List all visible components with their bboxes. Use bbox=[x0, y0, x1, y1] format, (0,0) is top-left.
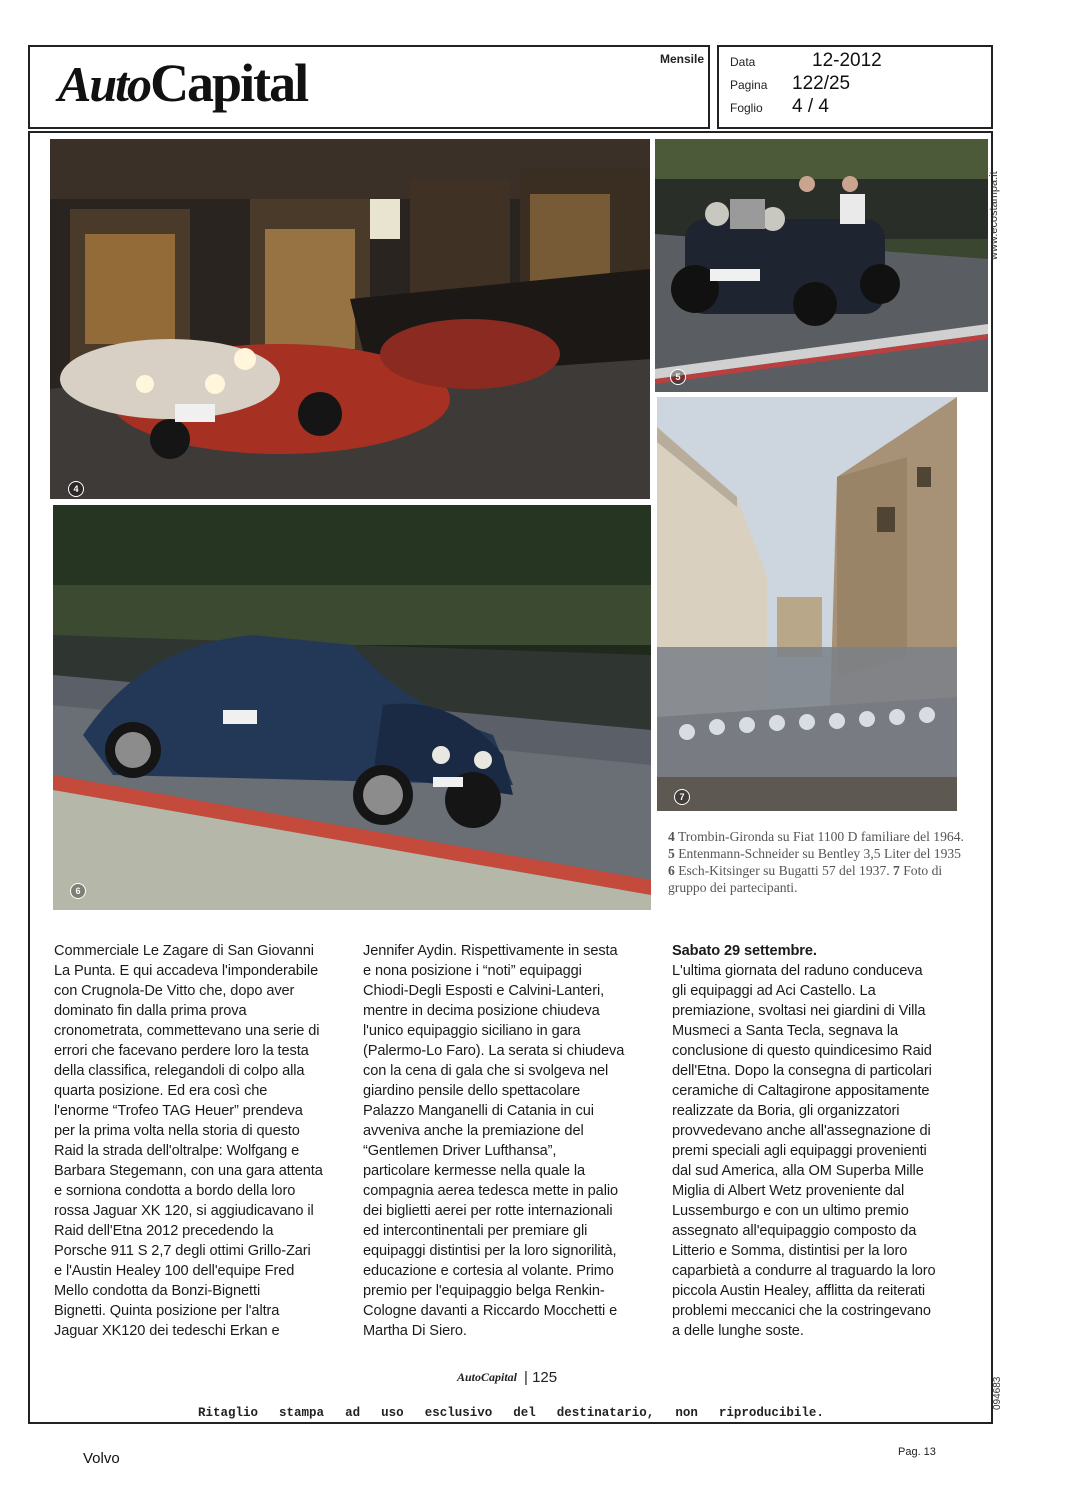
caption-text-6: Esch-Kitsinger su Bugatti 57 del 1937. bbox=[678, 863, 890, 878]
article-column-2 bbox=[363, 941, 661, 1341]
caption-num-4: 4 bbox=[668, 829, 675, 844]
disclaimer-word: esclusivo bbox=[424, 1406, 493, 1420]
meta-value-pagina: 122/25 bbox=[792, 73, 851, 94]
column-1-line: Raid la strada dell'oltralpe: Wolfgang e bbox=[54, 1143, 300, 1159]
side-url: www.ecostampa.it bbox=[988, 171, 1000, 260]
column-1-line: rossa Jaguar XK 120, si aggiudicavano il bbox=[54, 1203, 314, 1219]
footer-page-number: | 125 bbox=[524, 1369, 558, 1386]
photo-6-number: 6 bbox=[70, 883, 86, 899]
column-1-line: Commerciale Le Zagare di San Giovanni bbox=[54, 943, 314, 959]
caption-text-4: Trombin-Gironda su Fiat 1100 D familiare del 1964. bbox=[677, 829, 964, 844]
column-3-line: Miglia di Albert Wetz proveniente dal bbox=[672, 1183, 905, 1199]
caption-num-7: 7 bbox=[893, 863, 900, 878]
column-2-line: Cologne davanti a Riccardo Mocchetti e bbox=[363, 1303, 618, 1319]
disclaimer-word: ad bbox=[345, 1406, 361, 1420]
masthead-logo bbox=[58, 52, 307, 114]
column-2-line: ed intercontinentali per premiare gli bbox=[363, 1223, 588, 1239]
disclaimer-word: stampa bbox=[279, 1406, 325, 1420]
disclaimer-word: Ritaglio bbox=[198, 1406, 259, 1420]
column-2-line: avveniva anche la premiazione del bbox=[363, 1123, 584, 1139]
bugatti-image bbox=[53, 505, 651, 910]
column-2-line: Chiodi-Degli Esposti e Calvini-Lanteri, bbox=[363, 983, 605, 999]
column-3-line: premiazione, svoltasi nei giardini di Villa bbox=[672, 1003, 926, 1019]
column-2-line: (Palermo-Lo Faro). La serata si chiudeva bbox=[363, 1043, 625, 1059]
column-3-line: a delle lunghe soste. bbox=[672, 1323, 804, 1339]
column-1-line: Mello condotta da Bonzi-Bignetti bbox=[54, 1283, 261, 1299]
column-2-line: l'unico equipaggio siciliano in gara bbox=[363, 1023, 581, 1039]
photo-4-number: 4 bbox=[68, 481, 84, 497]
column-3-line: caparbietà a condurre al traguardo la loro bbox=[672, 1263, 936, 1279]
column-2-line: Palazzo Manganelli di Catania in cui bbox=[363, 1103, 594, 1119]
column-1-line: con Crugnola-De Vitto che, dopo aver bbox=[54, 983, 295, 999]
column-3-line: ceramiche di Caltagirone appositamente bbox=[672, 1083, 930, 1099]
article-column-3-body bbox=[672, 961, 970, 1341]
logo-capital: Capital bbox=[150, 53, 308, 113]
column-2-line: dei biglietti aerei per rotte internazionali bbox=[363, 1203, 613, 1219]
disclaimer-word: del bbox=[513, 1406, 536, 1420]
meta-label-foglio: Foglio bbox=[730, 101, 763, 115]
column-3-line: conclusione di questo quindicesimo Raid bbox=[672, 1043, 932, 1059]
photo-7-group bbox=[657, 397, 957, 811]
column-2-line: “Gentlemen Driver Lufthansa”, bbox=[363, 1143, 557, 1159]
column-2-line: giardino pensile dello spettacolare bbox=[363, 1083, 581, 1099]
article-column-1 bbox=[54, 941, 352, 1341]
column-2-line: equipaggi distintisi per la loro signorilità, bbox=[363, 1243, 617, 1259]
column-1-line: Porsche 911 S 2,7 degli ottimi Grillo-Zari bbox=[54, 1243, 311, 1259]
column-1-line: quarta posizione. Ed era così che bbox=[54, 1083, 268, 1099]
column-2-line: e nona posizione i “noti” equipaggi bbox=[363, 963, 582, 979]
photo-5-number: 5 bbox=[670, 369, 686, 385]
disclaimer-word: non bbox=[675, 1406, 698, 1420]
column-1-line: e l'Austin Healey 100 dell'equipe Fred bbox=[54, 1263, 295, 1279]
column-3-line: dal sud America, alla OM Superba Mille bbox=[672, 1163, 924, 1179]
night-street-image bbox=[50, 139, 650, 499]
column-3-line: L'ultima giornata del raduno conduceva bbox=[672, 963, 923, 979]
disclaimer-word: destinatario, bbox=[556, 1406, 655, 1420]
column-1-line: dominato fin dalla prima prova bbox=[54, 1003, 247, 1019]
frequency-label: Mensile bbox=[660, 52, 705, 66]
column-3-line: gli equipaggi ad Aci Castello. La bbox=[672, 983, 876, 999]
column-2-line: particolare kermesse nella quale la bbox=[363, 1163, 586, 1179]
column-3-line: piccola Austin Healey, afflitta da reiterati bbox=[672, 1283, 926, 1299]
logo-auto: Auto bbox=[58, 56, 151, 112]
column-1-line: l'enorme “Trofeo TAG Heuer” prendeva bbox=[54, 1103, 303, 1119]
meta-label-data: Data bbox=[730, 55, 756, 69]
section-heading: Sabato 29 settembre. bbox=[672, 943, 817, 959]
column-3-line: provvedevano anche all'assegnazione di bbox=[672, 1123, 931, 1139]
client-name: Volvo bbox=[83, 1450, 120, 1467]
column-3-line: assegnato all'equipaggio composto da bbox=[672, 1223, 917, 1239]
caption-text-7: Foto di gruppo dei partecipanti. bbox=[668, 863, 943, 895]
footer-logo: AutoCapital bbox=[457, 1370, 518, 1384]
photo-7-number: 7 bbox=[674, 789, 690, 805]
photo-4-night-street bbox=[50, 139, 650, 499]
meta-value-foglio: 4 / 4 bbox=[792, 96, 829, 117]
column-1-line: della classifica, relegandoli di colpo alla bbox=[54, 1063, 305, 1079]
photo-caption bbox=[668, 828, 968, 896]
column-1-line: Raid dell'Etna 2012 precedendo la bbox=[54, 1223, 274, 1239]
column-3-line: problemi meccanici che la costringevano bbox=[672, 1303, 931, 1319]
disclaimer bbox=[198, 1406, 824, 1420]
article-column-3 bbox=[672, 941, 970, 1341]
bentley-image bbox=[655, 139, 988, 392]
side-code: 094683 bbox=[992, 1376, 1003, 1410]
column-2-line: mentre in decima posizione chiudeva bbox=[363, 1003, 600, 1019]
column-3-line: premi speciali agli equipaggi provenienti bbox=[672, 1143, 927, 1159]
column-3-line: dell'Etna. Dopo la consegna di particolari bbox=[672, 1063, 932, 1079]
column-1-line: cronometrata, commettevano una serie di bbox=[54, 1023, 320, 1039]
column-3-line: realizzate da Boria, gli organizzatori bbox=[672, 1103, 900, 1119]
column-2-line: con la cena di gala che si svolgeva nel bbox=[363, 1063, 609, 1079]
column-2-line: educazione e cortesia al volante. Primo bbox=[363, 1263, 614, 1279]
meta-label-pagina: Pagina bbox=[730, 78, 768, 92]
column-1-line: per la prima volta nella storia di questo bbox=[54, 1123, 300, 1139]
disclaimer-word: riproducibile. bbox=[718, 1406, 824, 1420]
column-3-line: Litterio e Somma, distintisi per la loro bbox=[672, 1243, 908, 1259]
caption-num-5: 5 bbox=[668, 846, 675, 861]
column-1-line: Bignetti. Quinta posizione per l'altra bbox=[54, 1303, 280, 1319]
column-2-line: compagnia aerea tedesca mette in palio bbox=[363, 1183, 618, 1199]
column-3-line: Musmeci a Santa Tecla, segnava la bbox=[672, 1023, 899, 1039]
column-2-line: premio per l'equipaggio belga Renkin- bbox=[363, 1283, 605, 1299]
column-1-line: Barbara Stegemann, con una gara attenta bbox=[54, 1163, 323, 1179]
meta-value-data: 12-2012 bbox=[812, 50, 882, 71]
caption-num-6: 6 bbox=[668, 863, 675, 878]
column-1-line: Jaguar XK120 dei tedeschi Erkan e bbox=[54, 1323, 280, 1339]
group-image bbox=[657, 397, 957, 811]
column-1-line: e sorniona condotta a bordo della loro bbox=[54, 1183, 296, 1199]
column-3-line: Lussemburgo e con un ultimo premio bbox=[672, 1203, 909, 1219]
column-2-line: Jennifer Aydin. Rispettivamente in sesta bbox=[363, 943, 618, 959]
caption-text-5: Entenmann-Schneider su Bentley 3,5 Liter del 1935 bbox=[678, 846, 961, 861]
page-label: Pag. 13 bbox=[898, 1446, 936, 1458]
column-1-line: La Punta. E qui accadeva l'imponderabile bbox=[54, 963, 319, 979]
disclaimer-word: uso bbox=[381, 1406, 404, 1420]
column-2-line: Martha Di Siero. bbox=[363, 1323, 467, 1339]
photo-5-bentley bbox=[655, 139, 988, 392]
photo-6-bugatti bbox=[53, 505, 651, 910]
column-1-line: errori che facevano perdere loro la testa bbox=[54, 1043, 309, 1059]
